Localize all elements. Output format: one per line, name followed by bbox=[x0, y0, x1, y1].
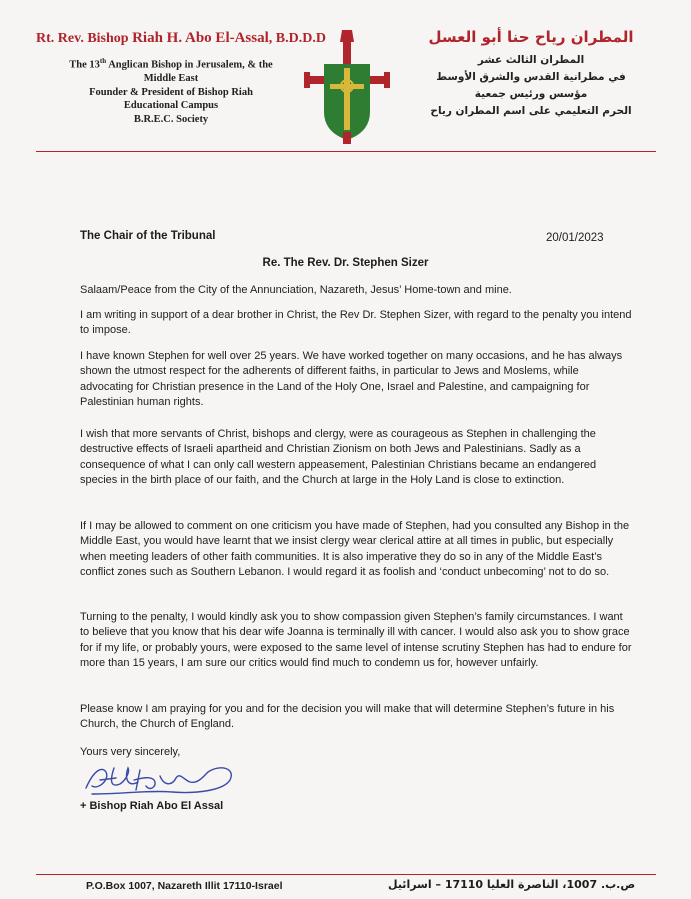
paragraph-compassion: Turning to the penalty, I would kindly ask you to show compassion given Stephen’s family circumstances. I want to believe that you know that his dear wife Joanna is terminally ill with cancer. I would also ask you to show grace for if my life, or probably yours, were exposed to the same level of intense scrutiny Stephen has had to endure for more than 15 years, I am sure our critics would find much to condemn us for, however unfairly. bbox=[80, 611, 632, 669]
paragraph-greeting: Salaam/Peace from the City of the Annunciation, Nazareth, Jesus’ Home-town and mine. bbox=[80, 284, 512, 296]
arabic-line-campus: الحرم التعليمي على اسم المطران رياح bbox=[430, 105, 632, 117]
paragraph-purpose: I am writing in support of a dear brother in Christ, the Rev Dr. Stephen Sizer, with regard to the penalty you intend to impose. bbox=[80, 309, 632, 337]
header-divider bbox=[36, 151, 656, 152]
letterhead-line-founder: Founder & President of Bishop Riah bbox=[89, 86, 253, 98]
arabic-line-title: المطران الثالث عشر bbox=[477, 54, 585, 66]
footer-address-english: P.O.Box 1007, Nazareth Illit 17110-Israel bbox=[86, 880, 283, 892]
paragraph-prayer: Please know I am praying for you and for the decision you will make that will determine Stephen’s future in his Church, the Church of England. bbox=[80, 703, 615, 731]
letterhead-arabic bbox=[421, 28, 641, 120]
paragraph-acquaintance: I have known Stephen for well over 25 years. We have worked together on many occasions, and he has always shown the utmost respect for the adherents of different faiths, in particular to Jews and Moslems, while advocating for Christian presence in the Land of the Holy One, Israel and Palestine, and campaigning for Palestinian human rights. bbox=[80, 350, 623, 408]
footer-divider bbox=[36, 874, 656, 875]
footer-address-arabic: ص.ب. 1007، الناصرة العليا 17110 – اسرائيل bbox=[388, 878, 636, 891]
recipient-line: The Chair of the Tribunal bbox=[80, 230, 216, 242]
letterhead-english bbox=[36, 30, 326, 126]
letterhead-line-society: B.R.E.C. Society bbox=[133, 113, 209, 125]
letter-date: 20/01/2023 bbox=[546, 232, 604, 244]
letterhead-line-campus: Educational Campus bbox=[123, 100, 219, 111]
arabic-line-region: في مطرانية القدس والشرق الأوسط bbox=[436, 71, 626, 83]
paragraph-clerical-attire: If I may be allowed to comment on one criticism you have made of Stephen, had you consulted any Bishop in the Middle East, you would have learnt that we insist clergy wear clerical attire at all times in public, but especially when meeting leaders of other faith communities. It is also imperative they do so in any of the Middle East’s conflict zones such as Southern Lebanon. I would regard it as foolish and ‘conduct unbecoming’ not to do so. bbox=[80, 520, 630, 578]
signatory-name: + Bishop Riah Abo El Assal bbox=[80, 800, 224, 812]
bishop-name-main: Riah H. Abo El-Assal bbox=[132, 30, 269, 46]
letterhead-line-region: Middle East bbox=[143, 73, 199, 84]
handwritten-signature bbox=[80, 758, 240, 800]
letterhead-line-title: The 13th Anglican Bishop in Jerusalem, & the bbox=[69, 57, 273, 71]
bishop-name-heading: Rt. Rev. Bishop Riah H. Abo El-Assal, B.D.D.D bbox=[36, 30, 326, 46]
subject-line: Re. The Rev. Dr. Stephen Sizer bbox=[262, 257, 429, 269]
arabic-line-founder: مؤسس ورئيس جمعية bbox=[474, 88, 588, 100]
paragraph-courage: I wish that more servants of Christ, bishops and clergy, were as courageous as Stephen in challenging the destructive effects of Israeli apartheid and Christian Zionism on both Jews and Palestinians. Sadly as a consequence of what I can only call western appeasement, Palestinian Christians became an endangered species in the birth place of our faith, and the Church at large in the Holy Land is close to extinction. bbox=[80, 428, 597, 486]
bishop-name-arabic: المطران رياح حنا أبو العسل bbox=[428, 28, 634, 46]
episcopal-cross-emblem-icon bbox=[302, 28, 392, 146]
closing-line: Yours very sincerely, bbox=[80, 746, 181, 758]
